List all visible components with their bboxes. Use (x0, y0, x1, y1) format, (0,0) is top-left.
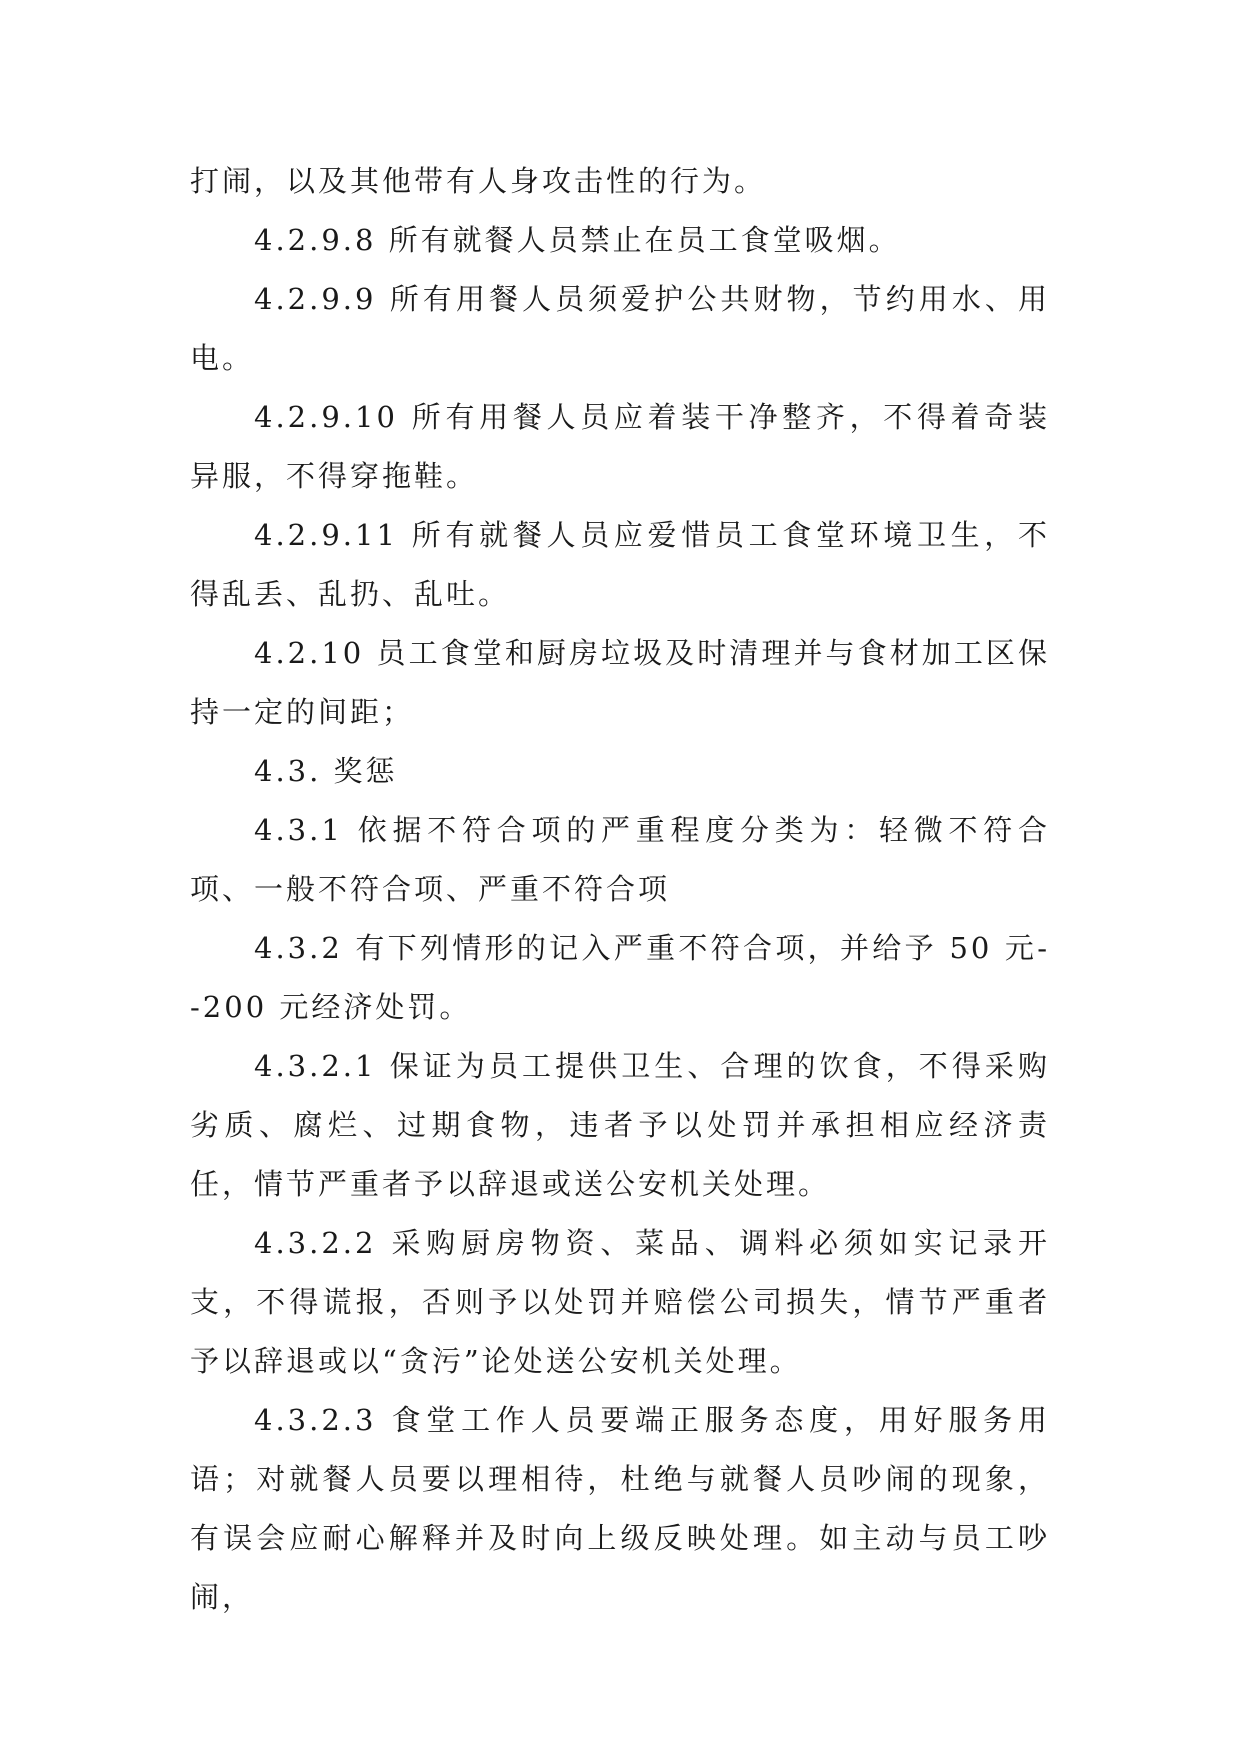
paragraph-4-3-1: 4.3.1 依据不符合项的严重程度分类为：轻微不符合项、一般不符合项、严重不符合项 (190, 813, 1050, 906)
paragraph-4-2-10: 4.2.10 员工食堂和厨房垃圾及时清理并与食材加工区保持一定的间距； (190, 636, 1050, 729)
paragraph-4-3-2-2: 4.3.2.2 采购厨房物资、菜品、调料必须如实记录开支，不得谎报，否则予以处罚并赔偿公司损失，情节严重者予以辞退或以“贪污”论处送公安机关处理。 (190, 1226, 1050, 1378)
paragraph-continuation: 打闹，以及其他带有人身攻击性的行为。 (190, 164, 767, 198)
section-heading-4-3: 4.3. 奖惩 (254, 754, 398, 788)
paragraph-4-2-9-9: 4.2.9.9 所有用餐人员须爱护公共财物，节约用水、用电。 (190, 282, 1050, 375)
paragraph-4-3-2-3: 4.3.2.3 食堂工作人员要端正服务态度，用好服务用语；对就餐人员要以理相待，杜绝与就餐人员吵闹的现象，有误会应耐心解释并及时向上级反映处理。如主动与员工吵闹， (190, 1403, 1050, 1614)
paragraph-4-2-9-11: 4.2.9.11 所有就餐人员应爱惜员工食堂环境卫生，不得乱丢、乱扔、乱吐。 (190, 518, 1050, 611)
paragraph-4-2-9-10: 4.2.9.10 所有用餐人员应着装干净整齐，不得着奇装异服，不得穿拖鞋。 (190, 400, 1050, 493)
paragraph-4-3-2: 4.3.2 有下列情形的记入严重不符合项，并给予 50 元--200 元经济处罚。 (190, 931, 1050, 1024)
paragraph-4-3-2-1: 4.3.2.1 保证为员工提供卫生、合理的饮食，不得采购劣质、腐烂、过期食物，违者予以处罚并承担相应经济责任，情节严重者予以辞退或送公安机关处理。 (190, 1049, 1050, 1201)
document-body (190, 152, 1050, 1627)
paragraph-4-2-9-8: 4.2.9.8 所有就餐人员禁止在员工食堂吸烟。 (254, 223, 901, 257)
